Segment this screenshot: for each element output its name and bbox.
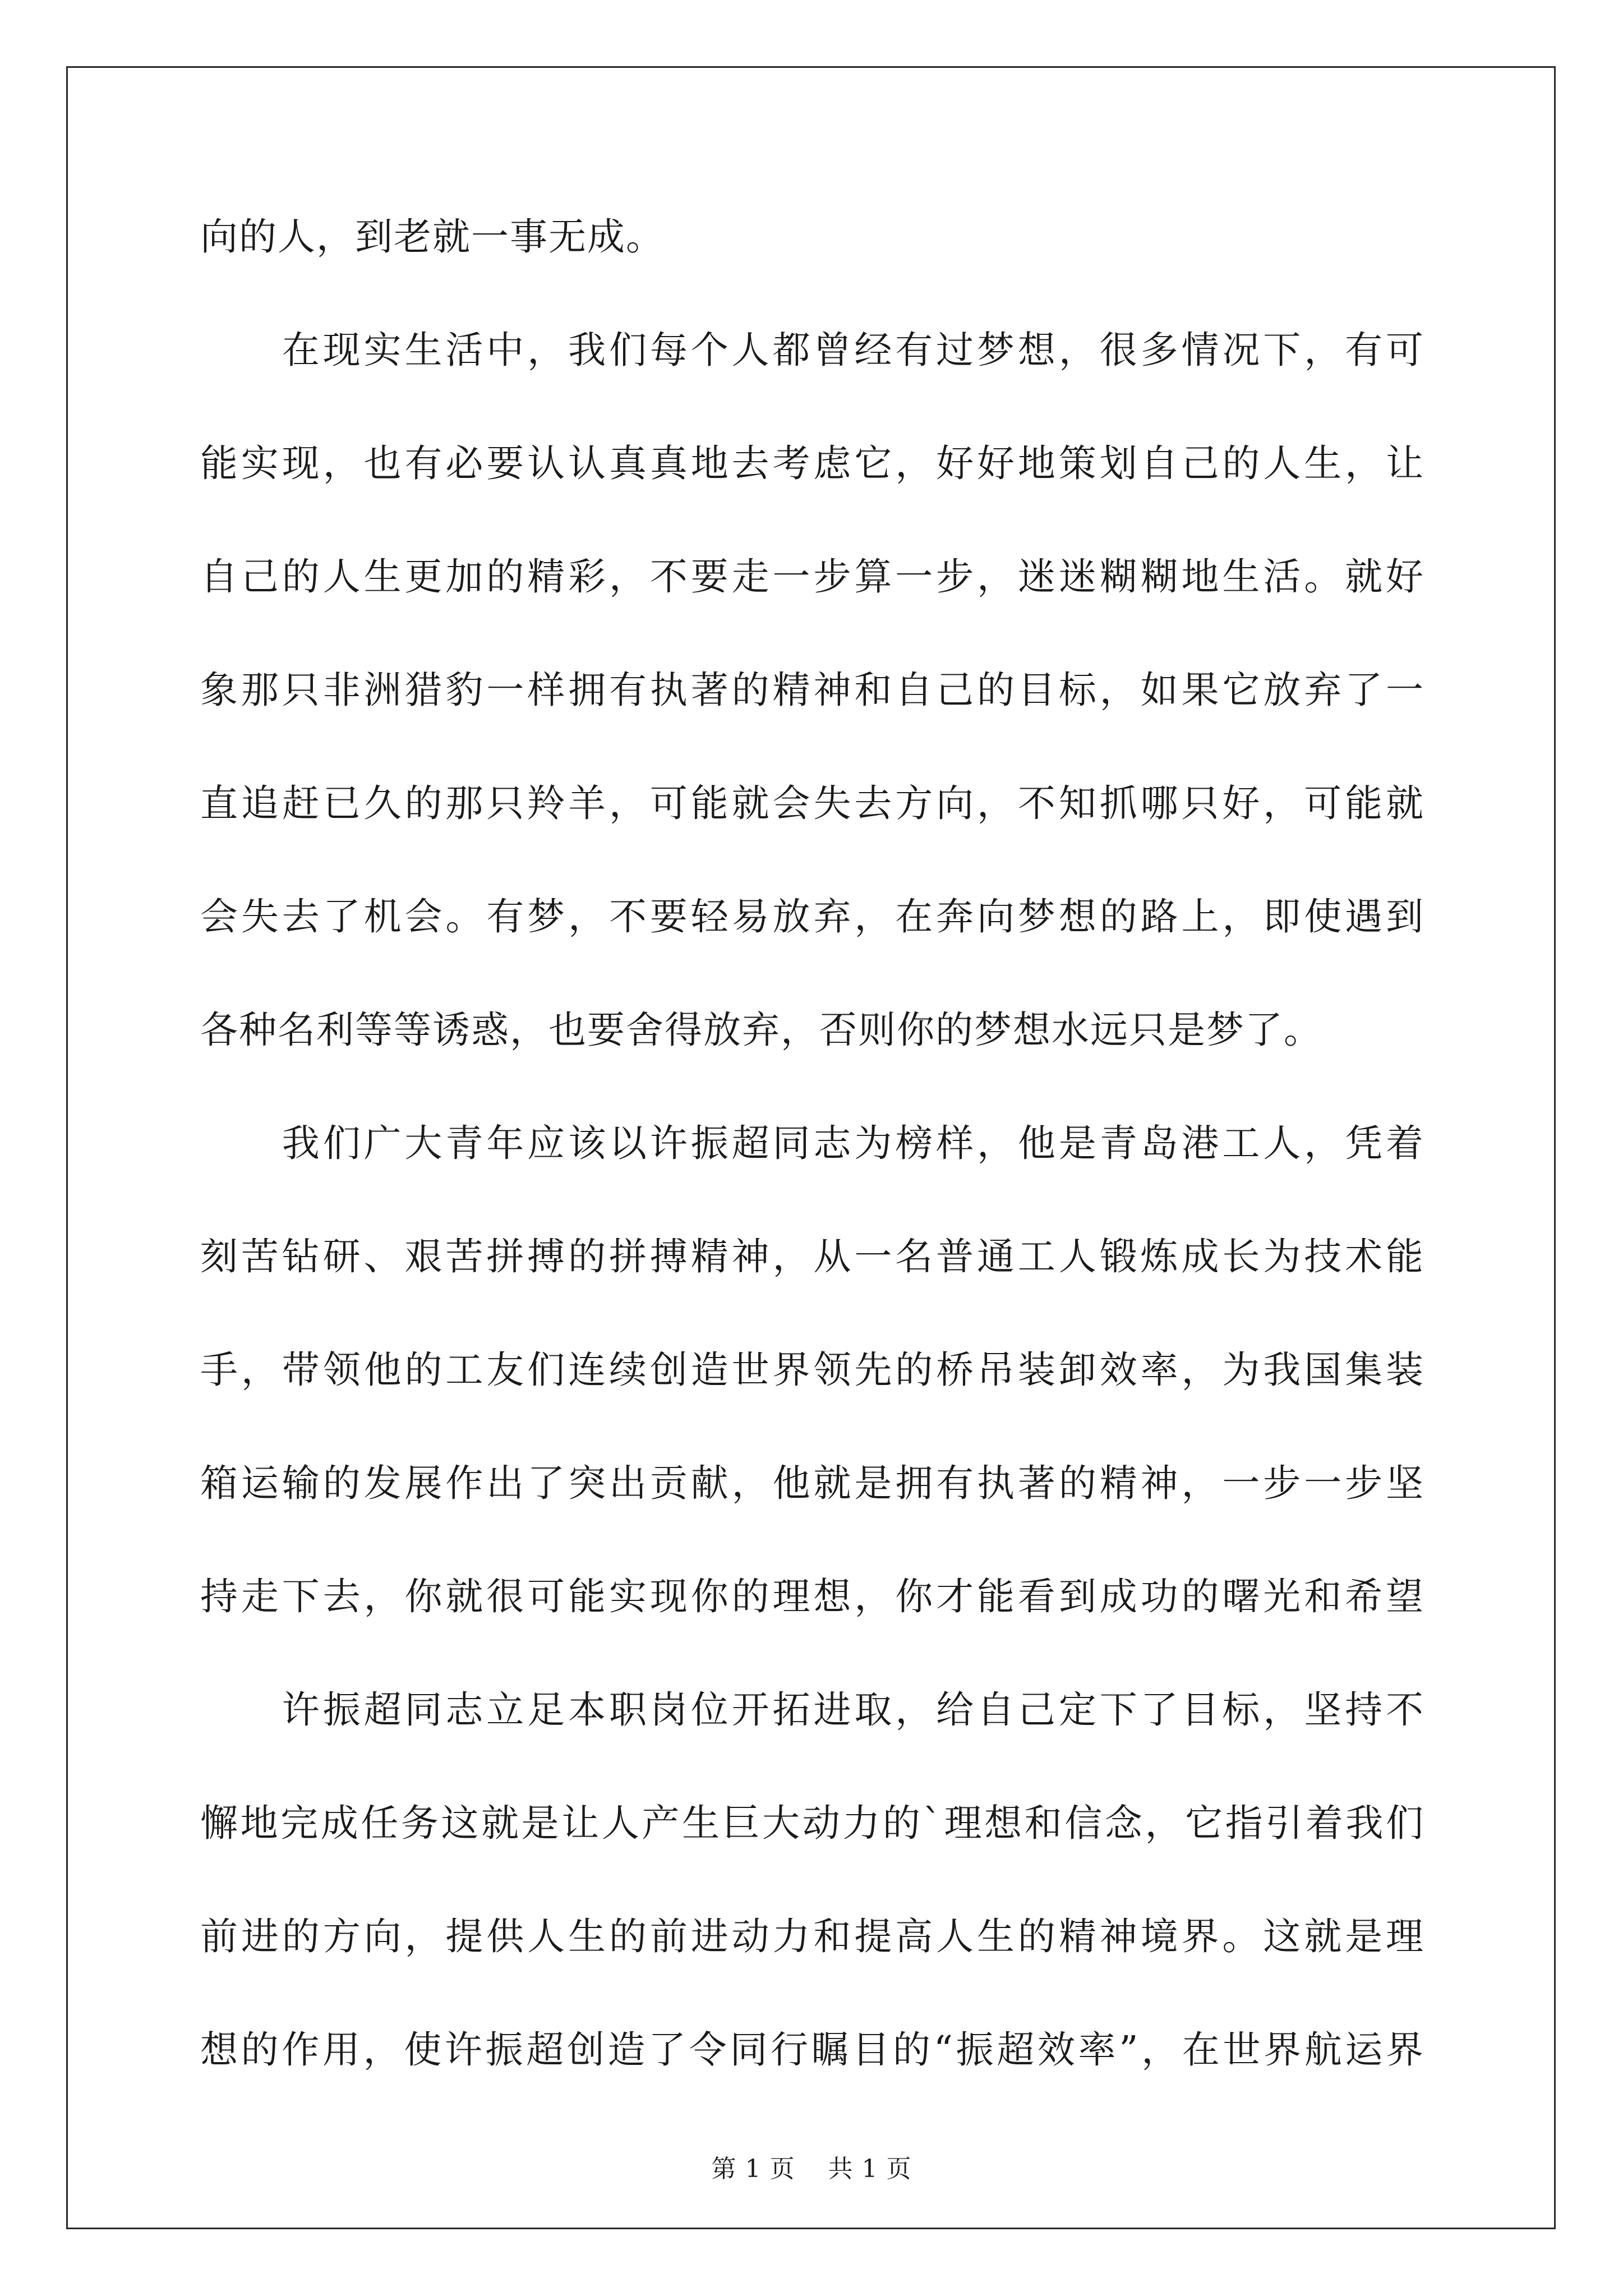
text-line-1: 向的人，到老就一事无成。 [200, 215, 665, 259]
text-line-16: 前进的方向，提供人生的前进动力和提高人生的精神境界。这就是理 [200, 1915, 1424, 1958]
page-number: 第 1 页 [711, 2155, 795, 2183]
page-footer [0, 2148, 1623, 2184]
page-total: 共 1 页 [828, 2155, 912, 2183]
text-line-8: 各种名利等等诱惑，也要舍得放弃，否则你的梦想水远只是梦了。 [200, 1008, 1322, 1052]
text-line-3: 能实现，也有必要认认真真地去考虑它，好好地策划自己的人生，让 [200, 441, 1424, 485]
text-line-12: 箱运输的发展作出了突出贡献，他就是拥有执著的精神，一步一步坚 [200, 1461, 1424, 1505]
text-line-2: 在现实生活中，我们每个人都曾经有过梦想，很多情况下，有可 [200, 328, 1424, 372]
text-line-7: 会失去了机会。有梦，不要轻易放弃，在奔向梦想的路上，即使遇到 [200, 895, 1424, 938]
text-line-13: 持走下去，你就很可能实现你的理想，你才能看到成功的曙光和希望 [200, 1575, 1424, 1618]
text-line-17: 想的作用，使许振超创造了令同行瞩目的“振超效率”，在世界航运界 [200, 2028, 1424, 2072]
text-line-5: 象那只非洲猎豹一样拥有执著的精神和自己的目标，如果它放弃了一 [200, 668, 1424, 712]
document-body [200, 209, 1424, 2135]
text-line-11: 手，带领他的工友们连续创造世界领先的桥吊装卸效率，为我国集装 [200, 1348, 1424, 1392]
text-line-6: 直追赶已久的那只羚羊，可能就会失去方向，不知抓哪只好，可能就 [200, 781, 1424, 825]
text-line-9: 我们广大青年应该以许振超同志为榜样，他是青岛港工人，凭着 [200, 1121, 1424, 1165]
text-line-15: 懈地完成任务这就是让人产生巨大动力的`理想和信念，它指引着我们 [200, 1801, 1424, 1845]
text-line-14: 许振超同志立足本职岗位开拓进取，给自己定下了目标，坚持不 [200, 1688, 1424, 1732]
text-line-4: 自己的人生更加的精彩，不要走一步算一步，迷迷糊糊地生活。就好 [200, 555, 1424, 599]
text-line-10: 刻苦钻研、艰苦拼搏的拼搏精神，从一名普通工人锻炼成长为技术能 [200, 1235, 1424, 1278]
